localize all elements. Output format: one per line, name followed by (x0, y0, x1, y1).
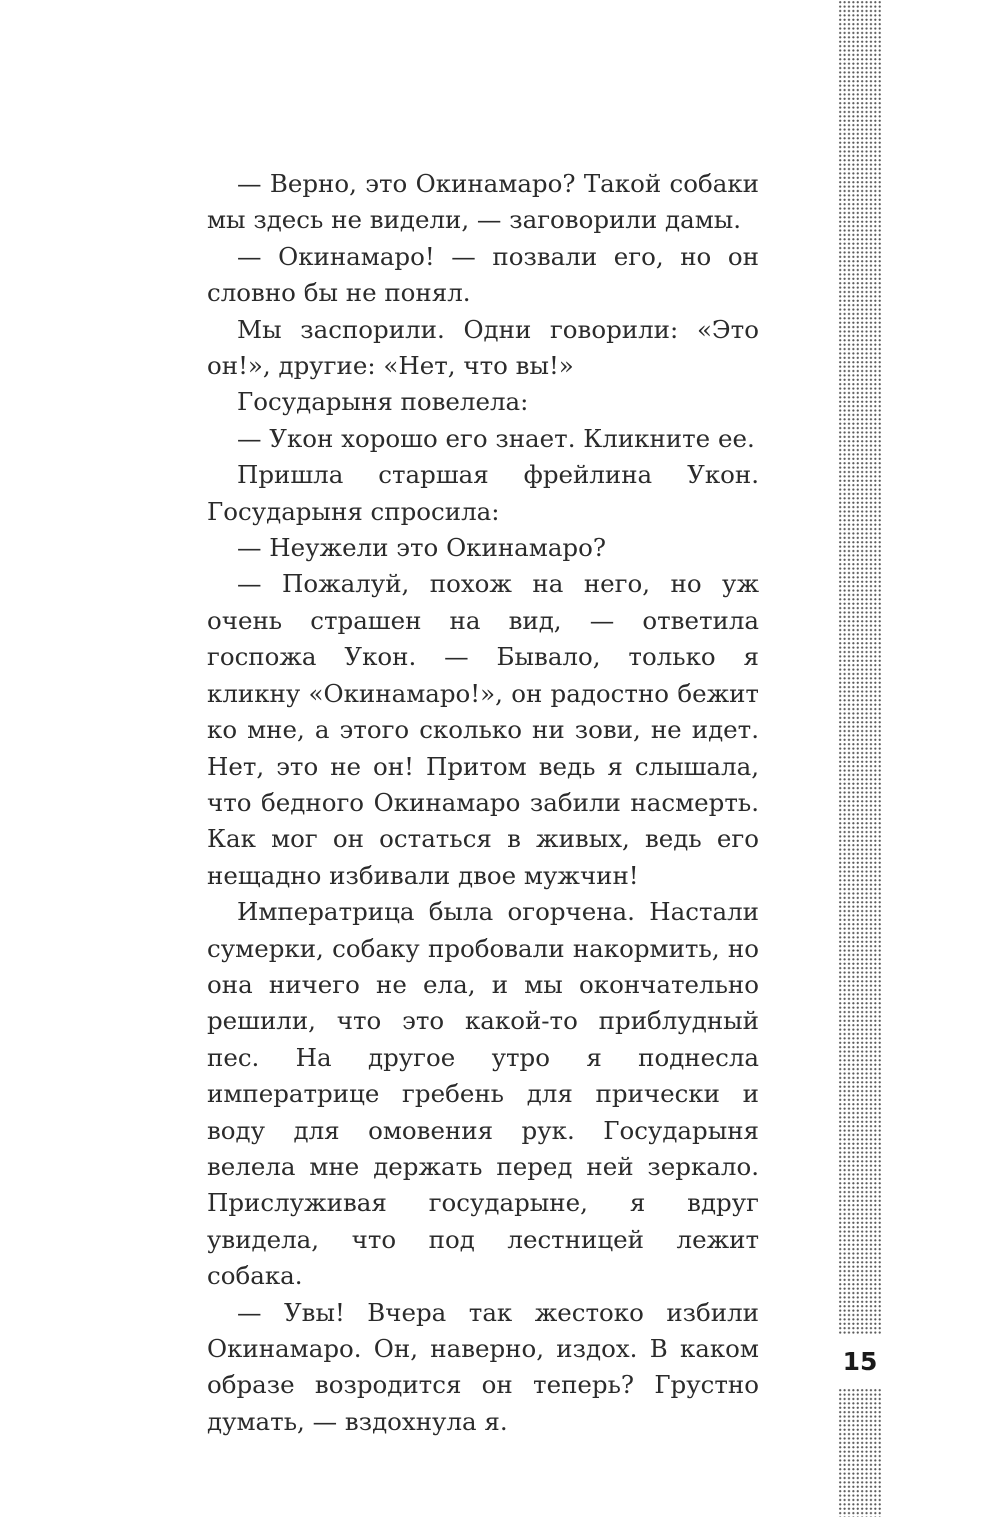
paragraph-10: — Увы! Вчера так жестоко избили Окинамаро. Он, наверно, издох. В каком образе возродится он теперь? Грустно думать, — вздохнула я. (207, 1297, 759, 1436)
paragraph-7: — Неужели это Окинамаро? (237, 533, 606, 563)
paragraph-6: Пришла старшая фрейлина Укон. Государыня спросила: (207, 460, 759, 526)
paragraph-1: — Верно, это Окинамаро? Такой собаки мы здесь не видели, — заговорили дамы. (207, 169, 759, 235)
paragraph-3: Мы заспорили. Одни говорили: «Это он!», другие: «Нет, что вы!» (207, 314, 759, 381)
paragraph-5: — Укон хорошо его знает. Кликните ее. (237, 423, 755, 453)
paragraph-9: Императрица была огорчена. Настали сумерки, собаку пробовали накормить, но она ничего не ела, и мы окончательно решили, что это какой-то приблудный пес. На другое утро я поднесла императрице гребень для прически и воду для омовения рук. Государыня велела мне держать перед ней зеркало. Прислуживая государыне, я вдруг увидела, что под лестницей лежит собака. (207, 897, 759, 1291)
page-text (207, 166, 759, 1440)
paragraph-2: — Окинамаро! — позвали его, но он словно бы не понял. (207, 241, 759, 308)
page-number: 15 (842, 1347, 878, 1376)
dotted-margin-strip-top (838, 0, 882, 1335)
paragraph-8: — Пожалуй, похож на него, но уж очень страшен на вид, — ответила госпожа Укон. — Бывало, только я кликну «Окинамаро!», он радостно бежит ко мне, а этого сколько ни зови, не идет. Нет, это не он! Притом ведь я слышала, что бедного Окинамаро забили насмерть. Как мог он остаться в живых, ведь его нещадно избивали двое мужчин! (207, 569, 759, 890)
paragraph-4: Государыня повелела: (237, 387, 529, 417)
dotted-margin-strip-bottom (838, 1388, 882, 1517)
